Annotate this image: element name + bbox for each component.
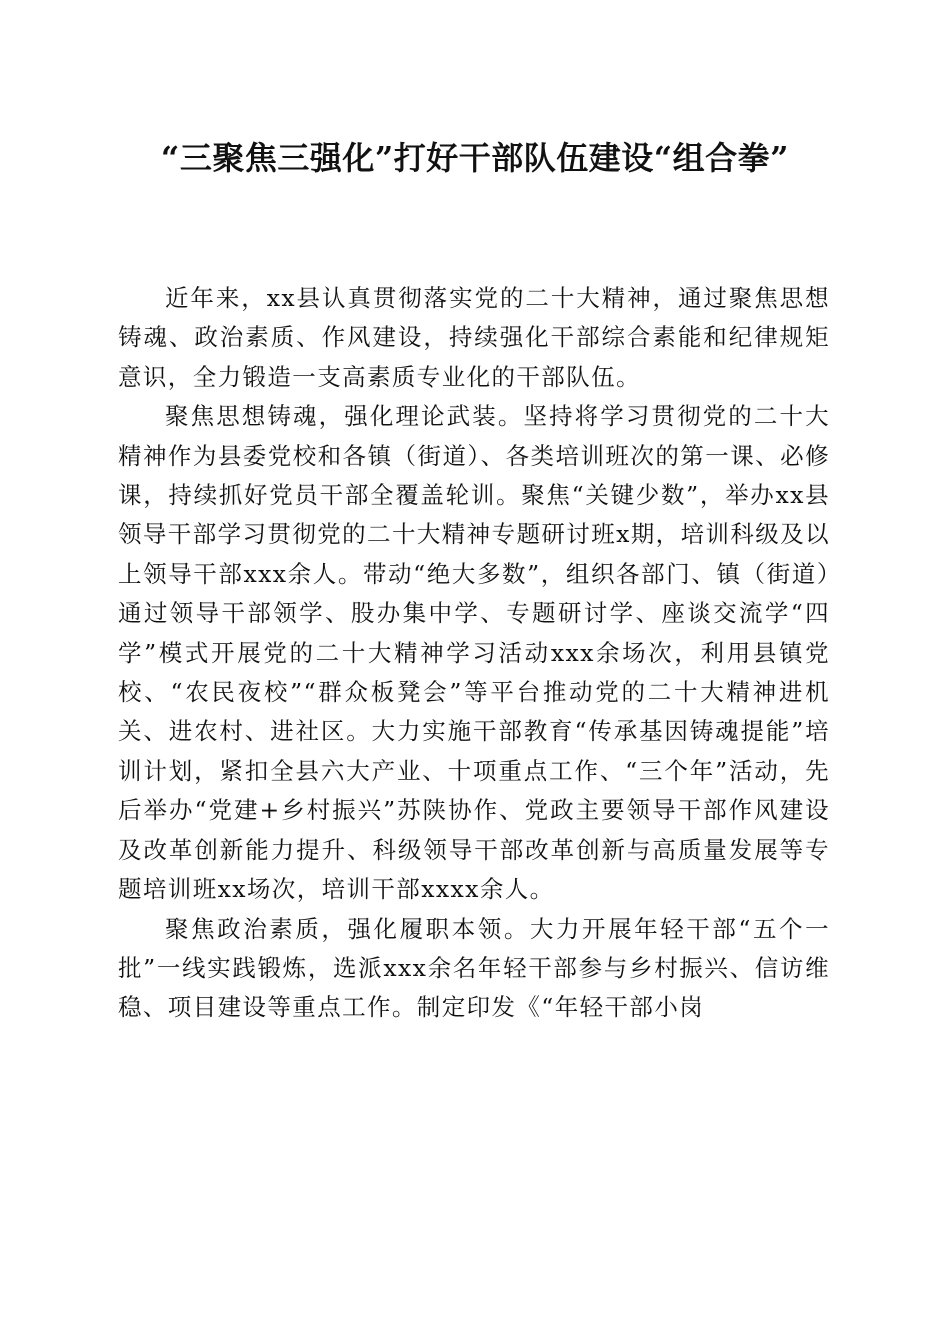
- paragraph-ideology: 聚焦思想铸魂，强化理论武装。坚持将学习贯彻党的二十大精神作为县委党校和各镇（街道）、各类培训班次的第一课、必修课，持续抓好党员干部全覆盖轮训。聚焦“关键少数”，举办xx县领导干部学习贯彻党的二十大精神专题研讨班x期，培训科级及以上领导干部xxx余人。带动“绝大多数”，组织各部门、镇（街道）通过领导干部领学、股办集中学、专题研讨学、座谈交流学“四学”模式开展党的二十大精神学习活动xxx余场次，利用县镇党校、“农民夜校”“群众板凳会”等平台推动党的二十大精神进机关、进农村、进社区。大力实施干部教育“传承基因铸魂提能”培训计划，紧扣全县六大产业、十项重点工作、“三个年”活动，先后举办“党建+乡村振兴”苏陕协作、党政主要领导干部作风建设及改革创新能力提升、科级领导干部改革创新与高质量发展等专题培训班xx场次，培训干部xxxx余人。: [118, 402, 830, 904]
- document-title: “三聚焦三强化”打好干部队伍建设“组合拳”: [160, 139, 790, 177]
- paragraph-political-quality: 聚焦政治素质，强化履职本领。大力开展年轻干部“五个一批”一线实践锻炼，选派xxx余名年轻干部参与乡村振兴、信访维稳、项目建设等重点工作。制定印发《“年轻干部小岗: [118, 914, 830, 1022]
- document-body: [118, 279, 830, 1028]
- paragraph-intro: 近年来，xx县认真贯彻落实党的二十大精神，通过聚焦思想铸魂、政治素质、作风建设，持续强化干部综合素能和纪律规矩意识，全力锻造一支高素质专业化的干部队伍。: [118, 284, 830, 391]
